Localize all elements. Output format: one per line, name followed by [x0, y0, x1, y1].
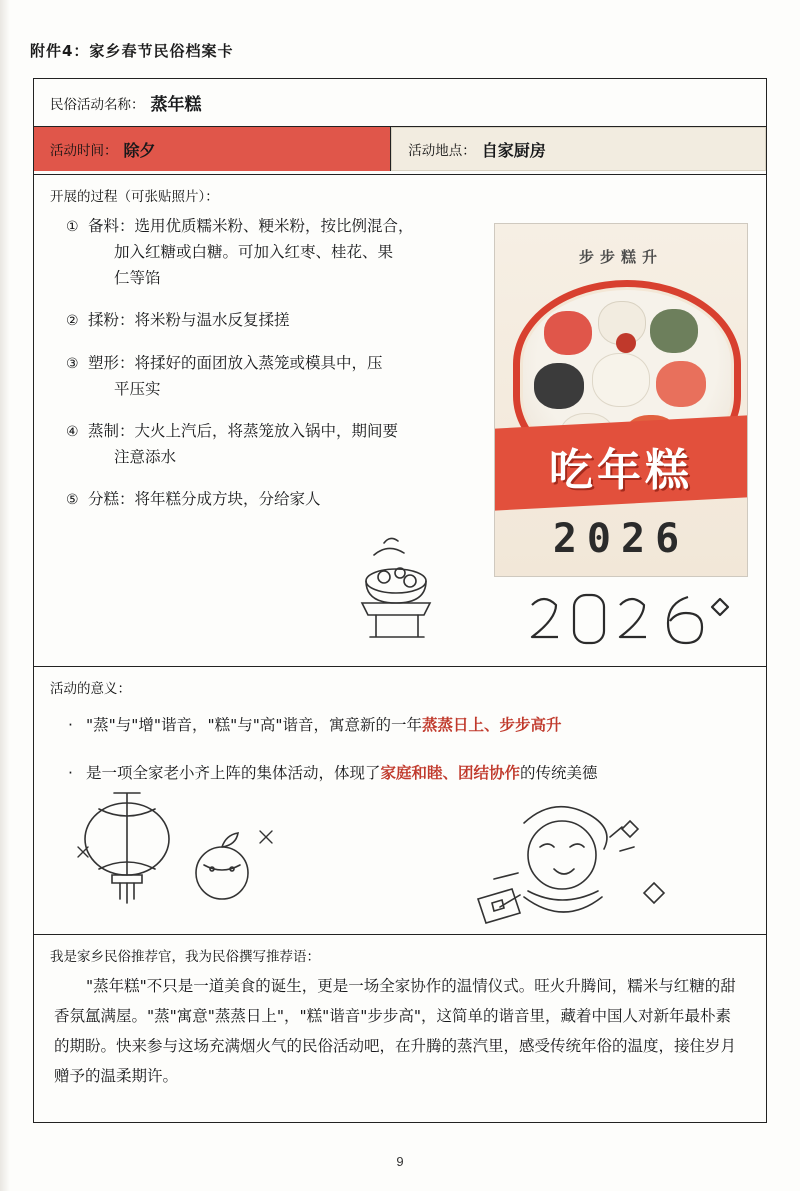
recommendation-text: "蒸年糕"不只是一道美食的诞生，更是一场全家协作的温情仪式。旺火升腾间，糯米与红糖的甜香氛氲满屋。"蒸"寓意"蒸蒸日上"，"糕"谐音"步步高"，这简单的谐音里，藏着中国人对新年最朴素的期盼。快来参与这场充满烟火气的民俗活动吧，在升腾的蒸汽里，感受传统年俗的温度，接住岁月赠予的温柔期许。	[54, 977, 737, 1085]
photo-year: 2026	[552, 516, 690, 562]
meaning-bullet	[68, 711, 752, 739]
meaning-highlight: 蒸蒸日上、步步高升	[422, 716, 562, 734]
step-number: ①	[66, 219, 79, 235]
page-title: 附件4：家乡春节民俗档案卡	[30, 42, 234, 60]
process-step	[66, 213, 486, 291]
label-recommendation-header: 我是家乡民俗推荐官，我为民俗撰写推荐语：	[50, 949, 320, 965]
value-activity-place: 自家厨房	[481, 140, 546, 160]
row-activity-name	[34, 79, 766, 127]
cell-place	[391, 127, 766, 171]
bullet-dot: ·	[68, 716, 73, 734]
tangerine-doodle-icon	[196, 833, 248, 899]
photo-big-text: 吃年糕	[549, 446, 693, 495]
lantern-doodle-icon	[85, 793, 169, 903]
step-title: 备料：	[88, 217, 135, 235]
step-title: 塑形：	[88, 354, 135, 372]
meaning-text: "蒸"与"增"谐音，"糕"与"高"谐音，寓意新的一年	[86, 716, 423, 734]
cell-time	[34, 127, 391, 171]
fortune-card-doodle-icon	[478, 889, 520, 923]
year-outline-doodle	[520, 587, 740, 657]
step-number: ④	[66, 424, 79, 440]
photo-caption: 步步糕升	[578, 249, 663, 266]
step-line-1: 选用优质糯米粉、粳米粉，按比例混合，	[134, 217, 414, 235]
label-process-header: 开展的过程（可张贴照片）：	[50, 189, 219, 205]
process-step	[66, 486, 486, 513]
step-line-1: 将年糕分成方块，分给家人	[134, 490, 321, 508]
step-line-1: 大火上汽后，将蒸笼放入锅中，期间要	[134, 422, 399, 440]
process-step	[66, 307, 486, 334]
label-activity-place: 活动地点：	[408, 143, 476, 159]
steamer-doodle-icon	[340, 533, 470, 663]
label-meaning-header: 活动的意义：	[50, 681, 131, 697]
label-activity-name: 民俗活动名称：	[50, 96, 145, 113]
meaning-text: 是一项全家老小齐上阵的集体活动，体现了	[86, 764, 381, 782]
meaning-text-post: 的传统美德	[520, 764, 598, 782]
row-time-place	[34, 127, 766, 175]
page-number: 9	[396, 1154, 404, 1169]
step-number: ②	[66, 313, 79, 329]
value-activity-time: 除夕	[123, 140, 156, 160]
meaning-doodles	[54, 787, 748, 927]
step-number: ⑤	[66, 492, 79, 508]
meaning-bullet	[68, 759, 752, 787]
value-activity-name: 蒸年糕	[150, 95, 202, 115]
process-step	[66, 350, 486, 402]
folk-custom-card	[33, 78, 767, 1123]
step-line-2: 加入红糖或白糖。可加入红枣、桂花、果	[114, 243, 394, 261]
step-title: 揉粉：	[88, 311, 135, 329]
step-line-1: 将揉好的面团放入蒸笼或模具中，压	[134, 354, 383, 372]
process-step-list	[66, 213, 486, 513]
process-photo	[494, 223, 748, 577]
meaning-highlight: 家庭和睦、团结协作	[380, 764, 521, 782]
row-meaning	[34, 667, 766, 935]
step-number: ③	[66, 356, 79, 372]
child-doodle-icon	[494, 807, 664, 912]
step-line-1: 将米粉与温水反复揉搓	[134, 311, 290, 329]
step-line-2: 平压实	[114, 380, 161, 398]
label-activity-time: 活动时间：	[50, 143, 118, 159]
step-line-3: 仁等馅	[114, 269, 161, 287]
step-line-2: 注意添水	[114, 448, 177, 466]
page-edge-shadow	[0, 0, 10, 1191]
step-title: 分糕：	[88, 490, 135, 508]
row-process	[34, 175, 766, 667]
bullet-dot: ·	[68, 764, 73, 782]
row-recommendation	[34, 935, 766, 1122]
step-title: 蒸制：	[88, 422, 135, 440]
process-step	[66, 418, 486, 470]
